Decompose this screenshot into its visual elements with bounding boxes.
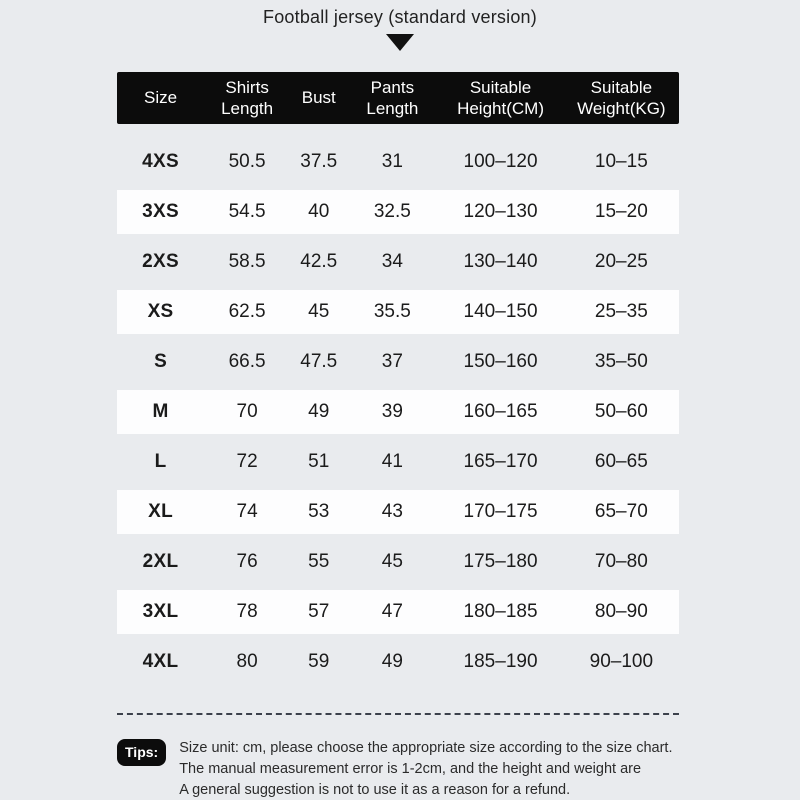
suitable-height-cell: 160–165 <box>463 401 538 422</box>
bust-cell: 57 <box>308 601 330 622</box>
down-triangle-icon <box>386 34 414 51</box>
pants-length-cell: 37 <box>381 351 403 372</box>
table-row <box>117 537 679 587</box>
size-label-cell: 2XL <box>142 551 179 572</box>
suitable-height-cell: 170–175 <box>463 501 538 522</box>
size-label-cell: 3XL <box>142 601 179 622</box>
shirts-length-cell: 76 <box>236 551 258 572</box>
column-header-suitable-height: Suitable Height(CM) <box>457 77 544 118</box>
table-row <box>117 637 679 687</box>
tips-section <box>117 738 689 800</box>
tip-line: A general suggestion is not to use it as a reason for a refund. <box>179 782 571 798</box>
suitable-height-cell: 130–140 <box>463 251 538 272</box>
table-row <box>117 587 679 637</box>
suitable-weight-cell: 50–60 <box>594 401 648 422</box>
suitable-weight-cell: 80–90 <box>594 601 648 622</box>
pants-length-cell: 43 <box>381 501 403 522</box>
column-header-shirts-length: Shirts Length <box>221 77 274 118</box>
size-table-body <box>117 137 679 687</box>
bust-cell: 55 <box>308 551 330 572</box>
suitable-height-cell: 140–150 <box>463 301 538 322</box>
table-row <box>117 387 679 437</box>
pants-length-cell: 39 <box>381 401 403 422</box>
tip-line: The manual measurement error is 1-2cm, and the height and weight are <box>179 761 642 777</box>
suitable-weight-cell: 60–65 <box>594 451 648 472</box>
suitable-weight-cell: 15–20 <box>594 201 648 222</box>
dashed-divider <box>117 713 679 715</box>
shirts-length-cell: 72 <box>236 451 258 472</box>
suitable-weight-cell: 35–50 <box>594 351 648 372</box>
shirts-length-cell: 74 <box>236 501 258 522</box>
size-label-cell: 3XS <box>142 201 179 222</box>
suitable-height-cell: 150–160 <box>463 351 538 372</box>
pants-length-cell: 41 <box>381 451 403 472</box>
shirts-length-cell: 80 <box>236 651 258 672</box>
suitable-weight-cell: 20–25 <box>594 251 648 272</box>
bust-cell: 53 <box>308 501 330 522</box>
suitable-height-cell: 100–120 <box>463 151 538 172</box>
column-header-size: Size <box>144 88 178 108</box>
shirts-length-cell: 66.5 <box>228 351 266 372</box>
table-row <box>117 187 679 237</box>
tip-line: Size unit: cm, please choose the appropriate size according to the size chart. <box>179 740 673 756</box>
shirts-length-cell: 58.5 <box>228 251 266 272</box>
shirts-length-cell: 62.5 <box>228 301 266 322</box>
tips-badge: Tips: <box>117 739 166 766</box>
page-title: Football jersey (standard version) <box>263 7 537 27</box>
size-label-cell: L <box>154 451 167 472</box>
bust-cell: 40 <box>308 201 330 222</box>
suitable-height-cell: 120–130 <box>463 201 538 222</box>
suitable-weight-cell: 70–80 <box>594 551 648 572</box>
size-label-cell: 4XS <box>142 151 179 172</box>
shirts-length-cell: 78 <box>236 601 258 622</box>
pants-length-cell: 32.5 <box>373 201 411 222</box>
column-header-bust: Bust <box>301 88 336 108</box>
pants-length-cell: 47 <box>381 601 403 622</box>
table-row <box>117 437 679 487</box>
pants-length-cell: 45 <box>381 551 403 572</box>
table-row <box>117 287 679 337</box>
pants-length-cell: 35.5 <box>373 301 411 322</box>
suitable-weight-cell: 65–70 <box>594 501 648 522</box>
bust-cell: 42.5 <box>300 251 338 272</box>
suitable-height-cell: 165–170 <box>463 451 538 472</box>
shirts-length-cell: 50.5 <box>228 151 266 172</box>
size-table-header <box>117 72 679 124</box>
size-table <box>117 72 679 687</box>
table-row <box>117 337 679 387</box>
pants-length-cell: 49 <box>381 651 403 672</box>
suitable-height-cell: 185–190 <box>463 651 538 672</box>
size-label-cell: 4XL <box>142 651 179 672</box>
table-row <box>117 237 679 287</box>
column-header-pants-length: Pants Length <box>366 77 419 118</box>
suitable-weight-cell: 10–15 <box>594 151 648 172</box>
bust-cell: 45 <box>308 301 330 322</box>
column-header-suitable-weight: Suitable Weight(KG) <box>577 77 666 118</box>
size-label-cell: XS <box>147 301 174 322</box>
size-label-cell: 2XS <box>142 251 179 272</box>
bust-cell: 47.5 <box>300 351 338 372</box>
pants-length-cell: 34 <box>381 251 403 272</box>
suitable-weight-cell: 90–100 <box>589 651 654 672</box>
shirts-length-cell: 54.5 <box>228 201 266 222</box>
tips-text <box>179 738 672 800</box>
size-label-cell: S <box>154 351 168 372</box>
size-label-cell: M <box>152 401 169 422</box>
table-row <box>117 137 679 187</box>
bust-cell: 37.5 <box>300 151 338 172</box>
table-row <box>117 487 679 537</box>
bust-cell: 59 <box>308 651 330 672</box>
suitable-height-cell: 180–185 <box>463 601 538 622</box>
bust-cell: 51 <box>308 451 330 472</box>
pants-length-cell: 31 <box>381 151 403 172</box>
suitable-height-cell: 175–180 <box>463 551 538 572</box>
bust-cell: 49 <box>308 401 330 422</box>
shirts-length-cell: 70 <box>236 401 258 422</box>
size-label-cell: XL <box>148 501 173 522</box>
suitable-weight-cell: 25–35 <box>594 301 648 322</box>
